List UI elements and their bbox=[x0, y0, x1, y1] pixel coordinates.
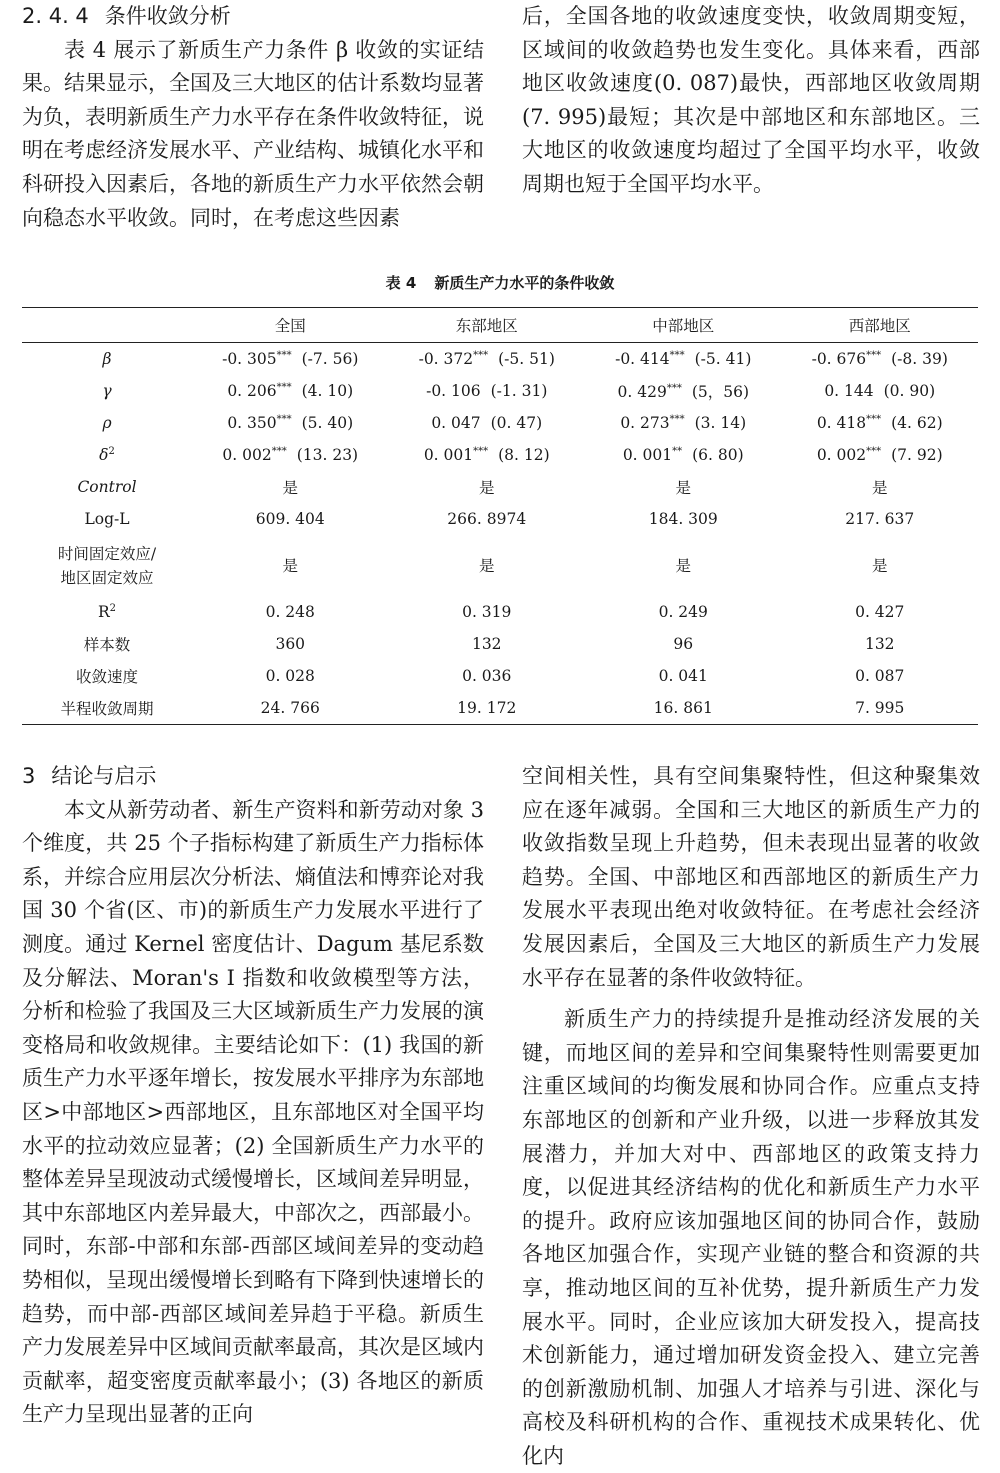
table-row bbox=[22, 439, 978, 471]
cell-value: 0. 002 bbox=[816, 446, 867, 465]
table-row bbox=[22, 596, 978, 628]
section-heading-3 bbox=[22, 760, 484, 794]
top-right-column bbox=[522, 0, 980, 202]
cell-value: 609. 404 bbox=[255, 510, 325, 528]
cell-value: 7. 995 bbox=[855, 699, 905, 717]
table-cell bbox=[389, 503, 586, 535]
table-number: 表 4 bbox=[385, 274, 417, 292]
body-paragraph: 表 4 展示了新质生产力条件 β 收敛的实证结果。结果显示，全国及三大地区的估计系数均显著为负，表明新质生产力水平存在条件收敛特征，说明在考虑经济发展水平、产业结构、城镇化水平和科研投入因素后，各地的新质生产力水平依然会朝向稳态水平收敛。同时，在考虑这些因素 bbox=[22, 37, 484, 230]
table-cell bbox=[192, 628, 389, 660]
table-row bbox=[22, 407, 978, 439]
cell-value: 0. 041 bbox=[658, 667, 708, 685]
t-statistic: (0. 47) bbox=[490, 414, 543, 432]
row-label bbox=[22, 596, 192, 628]
table-cell bbox=[585, 535, 782, 596]
table-cell bbox=[585, 439, 782, 471]
table-cell bbox=[782, 596, 979, 628]
body-paragraph: 新质生产力的持续提升是推动经济发展的关键，而地区间的差异和空间集聚特性则需要更加注重区域间的均衡发展和协同合作。应重点支持东部地区的创新和产业升级，以进一步释放其发展潜力，并加大对中、西部地区的政策支持力度，以促进其经济结构的优化和新质生产力水平的提升。政府应该加强地区间的协同合作，鼓励各地区加强合作，实现产业链的整合和资源的共享，推动地区间的互补优势，提升新质生产力发展水平。同时，企业应该加大研发投入，提高技术创新能力，通过增加研发资金投入、建立完善的创新激励机制、加强人才培养与引进、深化与高校及科研机构的合作、重视技术成果转化、优化内 bbox=[522, 1007, 980, 1468]
row-label bbox=[22, 503, 192, 535]
t-statistic: (-5. 51) bbox=[498, 350, 555, 369]
significance-stars: *** bbox=[866, 413, 882, 425]
t-statistic: (6. 80) bbox=[692, 446, 744, 465]
cell-value: 0. 036 bbox=[462, 667, 512, 685]
table-title: 新质生产力水平的条件收敛 bbox=[434, 274, 615, 292]
section-title: 条件收敛分析 bbox=[104, 4, 231, 28]
row-label-text: 半程收敛周期 bbox=[60, 700, 154, 718]
cell-value: 0. 249 bbox=[658, 603, 708, 621]
significance-stars: *** bbox=[669, 349, 685, 361]
body-paragraph: 后，全国各地的收敛速度变快，收敛周期变短，区域间的收敛趋势也发生变化。具体来看，西部地区收敛速度(0. 087)最快，西部地区收敛周期(7. 995)最短；其次是中部地区和东部地区。三大地区的收敛速度均超过了全国平均水平，收敛周期也短于全国平均水平。 bbox=[522, 4, 980, 196]
table-body bbox=[22, 343, 978, 725]
cell-value: 16. 861 bbox=[653, 699, 713, 717]
table-cell bbox=[585, 596, 782, 628]
cell-value: 0. 002 bbox=[222, 446, 272, 465]
table-cell bbox=[192, 660, 389, 692]
table-cell bbox=[192, 503, 389, 535]
cell-value: 217. 637 bbox=[845, 510, 915, 528]
table-row bbox=[22, 660, 978, 692]
significance-stars: ** bbox=[672, 445, 683, 457]
cell-value: 0. 087 bbox=[855, 667, 905, 685]
cell-value: 266. 8974 bbox=[447, 510, 527, 528]
cell-value: 0. 144 bbox=[824, 382, 874, 400]
table-cell bbox=[192, 596, 389, 628]
row-label-text-line2: 地区固定效应 bbox=[60, 568, 154, 587]
row-label-text: Control bbox=[77, 478, 137, 496]
table-cell bbox=[585, 343, 782, 376]
table-row bbox=[22, 471, 978, 503]
row-label bbox=[22, 692, 192, 725]
bottom-left-column bbox=[22, 760, 484, 1432]
table-cell bbox=[782, 343, 979, 376]
cell-value: 0. 319 bbox=[462, 603, 512, 621]
cell-value: 0. 248 bbox=[265, 603, 315, 621]
table-row bbox=[22, 343, 978, 376]
table-row bbox=[22, 628, 978, 660]
cell-value: 0. 273 bbox=[620, 414, 670, 433]
table-cell bbox=[389, 439, 586, 471]
row-label-text: β bbox=[102, 350, 112, 368]
cell-value: 是 bbox=[871, 556, 888, 575]
row-label bbox=[22, 628, 192, 660]
significance-stars: *** bbox=[866, 445, 882, 457]
row-label-text: 时间固定效应/ bbox=[57, 544, 157, 563]
cell-value: 96 bbox=[673, 635, 694, 653]
row-label-text: ρ bbox=[102, 414, 112, 432]
table-row bbox=[22, 375, 978, 407]
header-cell: 中部地区 bbox=[652, 317, 715, 335]
t-statistic: (7. 92) bbox=[891, 446, 943, 465]
table-row bbox=[22, 503, 978, 535]
body-paragraph: 空间相关性，具有空间集聚特性，但这种聚集效应在逐年减弱。全国和三大地区的新质生产力的收敛指数呈现上升趋势，但未表现出显著的收敛趋势。全国、中部地区和西部地区的新质生产力发展水平表现出绝对收敛特征。在考虑社会经济发展因素后，全国及三大地区的新质生产力发展水平存在显著的条件收敛特征。 bbox=[522, 764, 980, 990]
row-label-text: 收敛速度 bbox=[75, 668, 138, 686]
cell-value: -0. 372 bbox=[418, 350, 474, 369]
t-statistic: (4. 62) bbox=[891, 414, 943, 433]
table-cell bbox=[192, 375, 389, 407]
cell-value: 132 bbox=[471, 635, 502, 653]
table-cell bbox=[585, 471, 782, 503]
t-statistic: (4. 10) bbox=[301, 382, 354, 401]
section-heading-2-4-4 bbox=[22, 0, 484, 34]
significance-stars: *** bbox=[276, 349, 292, 361]
cell-value: 0. 001 bbox=[622, 446, 673, 465]
cell-value: 0. 206 bbox=[227, 382, 277, 401]
table-cell bbox=[585, 692, 782, 725]
cell-value: 是 bbox=[282, 479, 298, 497]
cell-value: 184. 309 bbox=[648, 510, 718, 528]
top-left-column bbox=[22, 0, 484, 235]
t-statistic: (8. 12) bbox=[498, 446, 550, 465]
table-row bbox=[22, 535, 978, 596]
table-cell bbox=[782, 407, 979, 439]
row-label bbox=[22, 660, 192, 692]
table-header-row bbox=[22, 308, 978, 343]
row-label bbox=[22, 375, 192, 407]
t-statistic: (13. 23) bbox=[296, 446, 359, 465]
cell-value: 0. 418 bbox=[816, 414, 867, 433]
table-row bbox=[22, 692, 978, 725]
cell-value: -0. 106 bbox=[426, 382, 481, 400]
significance-stars: *** bbox=[866, 349, 882, 361]
row-label-superscript: 2 bbox=[109, 602, 117, 614]
table-cell bbox=[192, 692, 389, 725]
cell-value: 0. 047 bbox=[431, 414, 481, 432]
cell-value: 360 bbox=[275, 635, 306, 653]
cell-value: 是 bbox=[478, 556, 495, 575]
cell-value: 132 bbox=[864, 635, 895, 653]
table-cell bbox=[782, 375, 979, 407]
row-label-text: R bbox=[97, 603, 110, 622]
header-cell: 东部地区 bbox=[455, 317, 518, 335]
header-cell-empty bbox=[22, 308, 192, 343]
header-cell: 西部地区 bbox=[848, 317, 911, 335]
t-statistic: (3. 14) bbox=[694, 414, 747, 433]
t-statistic: (-7. 56) bbox=[301, 350, 359, 369]
significance-stars: *** bbox=[276, 381, 292, 393]
section-number: 3 bbox=[22, 764, 36, 788]
cell-value: 是 bbox=[478, 479, 495, 497]
cell-value: -0. 414 bbox=[615, 350, 670, 369]
t-statistic: (5，56) bbox=[691, 383, 749, 401]
t-statistic: (-8. 39) bbox=[891, 350, 948, 369]
table-caption bbox=[0, 272, 1000, 293]
table-cell bbox=[389, 407, 586, 439]
table-cell bbox=[389, 375, 586, 407]
table-cell bbox=[389, 628, 586, 660]
cell-value: 是 bbox=[675, 479, 691, 497]
table-cell bbox=[192, 407, 389, 439]
table-cell bbox=[389, 343, 586, 376]
cell-value: 24. 766 bbox=[260, 699, 320, 717]
significance-stars: *** bbox=[276, 413, 292, 425]
section-number: 2. 4. 4 bbox=[22, 4, 89, 28]
significance-stars: *** bbox=[271, 445, 287, 457]
cell-value: 0. 427 bbox=[855, 603, 905, 621]
row-label bbox=[22, 535, 192, 596]
table-cell bbox=[585, 375, 782, 407]
row-label-text: γ bbox=[102, 382, 112, 400]
significance-stars: *** bbox=[473, 445, 489, 457]
cell-value: 是 bbox=[871, 479, 888, 497]
table-cell bbox=[782, 503, 979, 535]
table-cell bbox=[585, 503, 782, 535]
cell-value: 0. 001 bbox=[423, 446, 474, 465]
row-label-text: δ bbox=[99, 446, 109, 465]
cell-value: -0. 305 bbox=[222, 350, 277, 369]
row-label bbox=[22, 471, 192, 503]
table-cell bbox=[192, 471, 389, 503]
table-cell bbox=[585, 660, 782, 692]
table-cell bbox=[585, 628, 782, 660]
t-statistic: (5. 40) bbox=[301, 414, 354, 433]
table-cell bbox=[389, 692, 586, 725]
table-cell bbox=[192, 535, 389, 596]
table-cell bbox=[192, 439, 389, 471]
bottom-right-column bbox=[522, 760, 980, 1473]
table-cell bbox=[782, 471, 979, 503]
cell-value: -0. 676 bbox=[811, 350, 867, 369]
row-label bbox=[22, 343, 192, 376]
cell-value: 0. 429 bbox=[617, 383, 667, 401]
table-cell bbox=[389, 660, 586, 692]
section-title: 结论与启示 bbox=[51, 764, 157, 788]
cell-value: 0. 028 bbox=[265, 667, 315, 685]
row-label-text: 样本数 bbox=[83, 636, 131, 654]
significance-stars: *** bbox=[669, 413, 685, 425]
table-cell bbox=[192, 343, 389, 376]
convergence-table bbox=[22, 307, 978, 725]
t-statistic: (-1. 31) bbox=[490, 382, 548, 400]
t-statistic: (-5. 41) bbox=[694, 350, 752, 369]
table-cell bbox=[782, 535, 979, 596]
significance-stars: *** bbox=[473, 349, 489, 361]
table-cell bbox=[782, 439, 979, 471]
row-label-superscript: 2 bbox=[108, 445, 115, 457]
row-label bbox=[22, 407, 192, 439]
cell-value: 是 bbox=[675, 556, 691, 575]
table-cell bbox=[389, 471, 586, 503]
row-label-text: Log-L bbox=[84, 510, 130, 528]
table-cell bbox=[389, 596, 586, 628]
header-cell: 全国 bbox=[274, 317, 306, 335]
cell-value: 19. 172 bbox=[457, 699, 517, 717]
table-cell bbox=[585, 407, 782, 439]
cell-value: 0. 350 bbox=[227, 414, 277, 433]
cell-value: 是 bbox=[282, 556, 298, 575]
t-statistic: (0. 90) bbox=[883, 382, 936, 400]
significance-stars: *** bbox=[666, 382, 682, 394]
table-cell bbox=[782, 660, 979, 692]
table-cell bbox=[782, 692, 979, 725]
table-cell bbox=[782, 628, 979, 660]
row-label bbox=[22, 439, 192, 471]
table-cell bbox=[389, 535, 586, 596]
body-paragraph: 本文从新劳动者、新生产资料和新劳动对象 3 个维度，共 25 个子指标构建了新质生产力指标体系，并综合应用层次分析法、熵值法和博弈论对我国 30 个省(区、市)的新质生产力发展水平进行了测度。通过 Kernel 密度估计、Dagum 基尼系数及分解法、Moran's I 指数和收敛模型等方法，分析和检验了我国及三大区域新质生产力发展的演变格局和收敛规律。主要结论如下：(1) 我国的新质生产力水平逐年增长，按发展水平排序为东部地区>中部地区>西部地区，且东部地区对全国平均水平的拉动效应显著；(2) 全国新质生产力水平的整体差异呈现波动式缓慢增长，区域间差异明显，其中东部地区内差异最大，中部次之，西部最小。同时，东部-中部和东部-西部区域间差异的变动趋势相似，呈现出缓慢增长到略有下降到快速增长的趋势，而中部-西部区域间差异趋于平稳。新质生产力发展差异中区域间贡献率最高，其次是区域内贡献率，超变密度贡献率最小；(3) 各地区的新质生产力呈现出显著的正向 bbox=[22, 797, 484, 1427]
